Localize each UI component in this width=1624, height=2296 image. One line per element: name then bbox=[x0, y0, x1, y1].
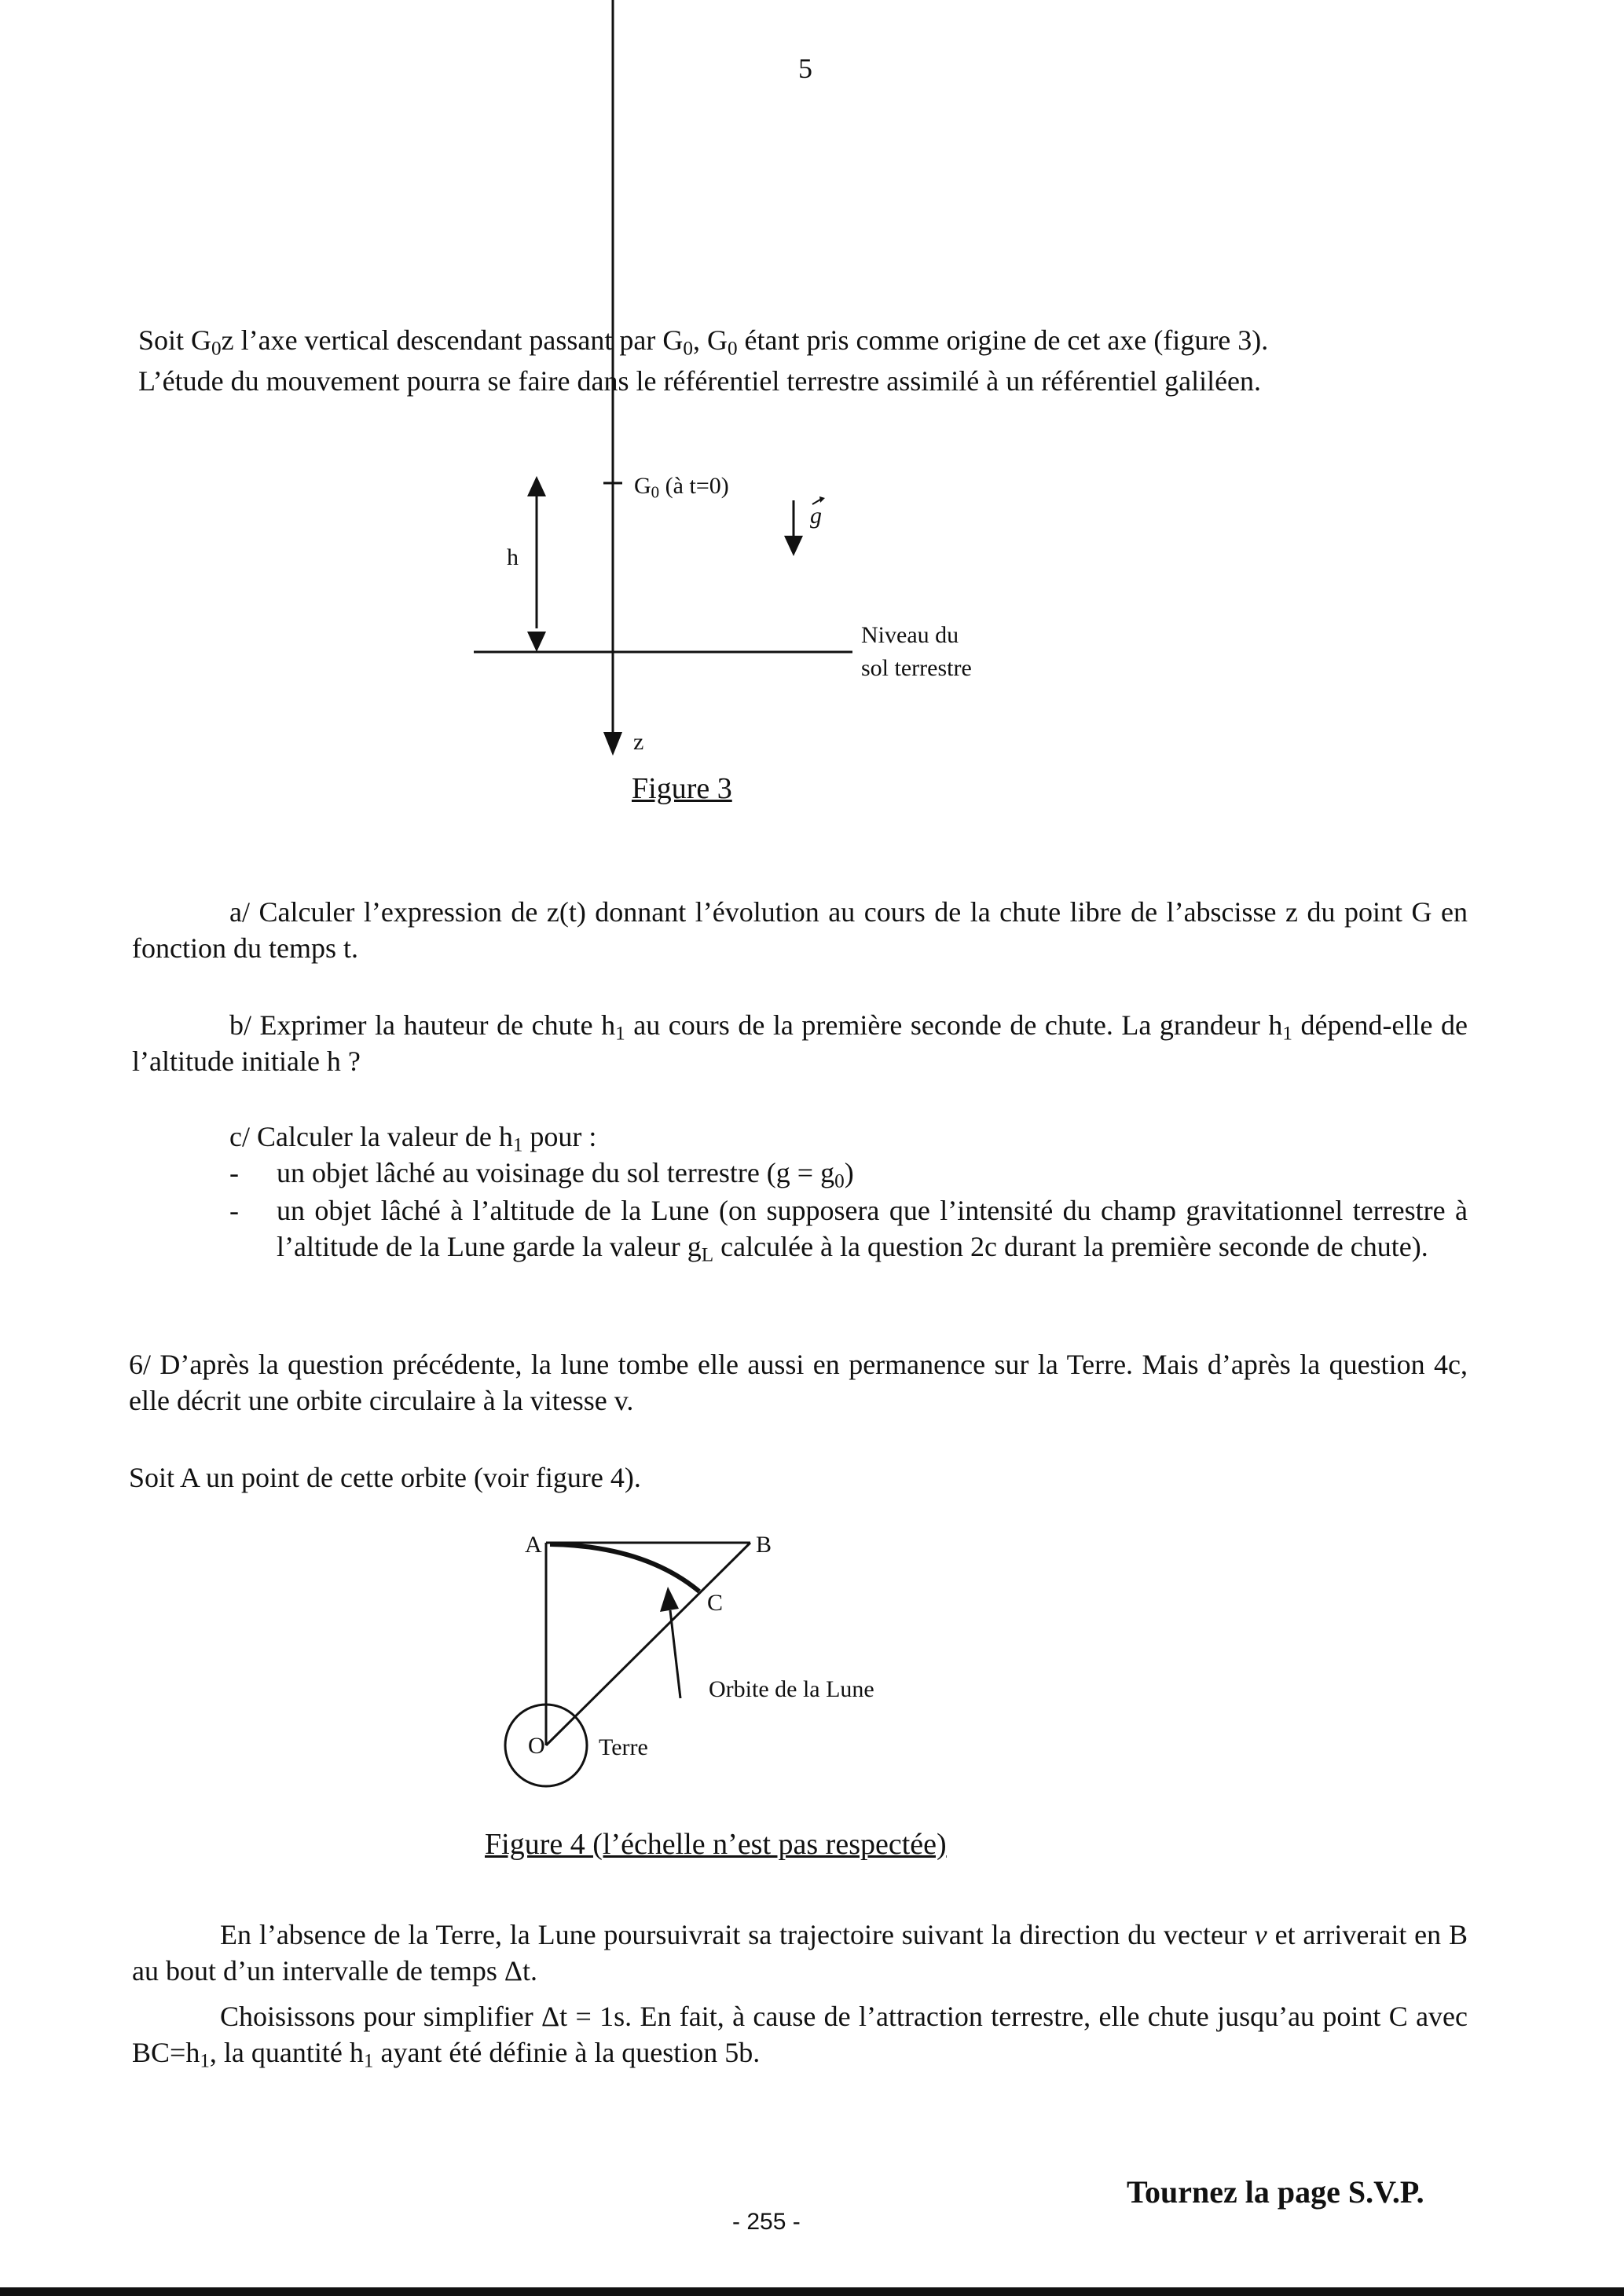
orbit-pointer-head bbox=[660, 1587, 679, 1612]
g-vector-label: g bbox=[810, 503, 822, 529]
closing-paragraph-1: En l’absence de la Terre, la Lune poursuivrait sa trajectoire suivant la direction du vecteur v et arriverait en B au bout d’un intervalle de temps Δt. bbox=[132, 1919, 1468, 1987]
question-c-intro: c/ Calculer la valeur de $h_1$ pour : bbox=[229, 1121, 597, 1156]
ground-label-line-1: Niveau du bbox=[861, 622, 959, 648]
question-6-point-a: Soit A un point de cette orbite (voir figure 4). bbox=[129, 1462, 641, 1493]
intro-line-2: L’étude du mouvement pourra se faire dans le référentiel terrestre assimilé à un référentiel galiléen. bbox=[138, 365, 1262, 397]
question-b: b/ Exprimer la hauteur de chute $h_1$ au cours de la première seconde de chute. La grandeur $h_1$ dépend-elle de l’altitude initiale h ? bbox=[132, 1009, 1468, 1077]
footer-page-number: - 255 - bbox=[732, 2209, 801, 2235]
question-a: a/ Calculer l’expression de z(t) donnant l’évolution au cours de la chute libre de l’abscisse z du point G en fonction du temps t. bbox=[132, 896, 1468, 964]
ground-label-line-2: sol terrestre bbox=[861, 655, 972, 681]
orbit-pointer-line bbox=[670, 1610, 680, 1698]
figure-3-caption: Figure 3 bbox=[632, 772, 732, 805]
page-number: 5 bbox=[798, 53, 812, 84]
z-label: z bbox=[633, 729, 644, 755]
turn-page-note: Tournez la page S.V.P. bbox=[1127, 2174, 1424, 2210]
closing-paragraph-2: Choisissons pour simplifier Δt = 1s. En fait, à cause de l’attraction terrestre, elle chute jusqu’au point C avec $BC=h_1$, la quantité $h_1$ ayant été définie à la question 5b. bbox=[132, 2001, 1468, 2072]
label-b: B bbox=[756, 1532, 772, 1558]
earth-label: Terre bbox=[599, 1734, 648, 1760]
intro-line-1: Soit $G_0z$ l’axe vertical descendant passant par $G_0$, $G_0$ étant pris comme origine de cet axe (figure 3). bbox=[138, 324, 1269, 360]
orbit-label: Orbite de la Lune bbox=[709, 1676, 874, 1702]
figure-4-caption: Figure 4 (l’échelle n’est pas respectée) bbox=[485, 1828, 947, 1861]
label-a: A bbox=[525, 1532, 542, 1558]
segment-ob bbox=[546, 1543, 750, 1745]
orbit-arc bbox=[550, 1544, 699, 1591]
question-6: 6/ D’après la question précédente, la lune tombe elle aussi en permanence sur la Terre. Mais d’après la question 4c, elle décrit une orbite circulaire à la vitesse v. bbox=[129, 1349, 1468, 1416]
label-o: O bbox=[528, 1733, 545, 1759]
page-bottom-edge bbox=[0, 2287, 1624, 2296]
label-c: C bbox=[707, 1590, 724, 1616]
g0-label: $G_0$ (à t=0) bbox=[634, 473, 729, 502]
h-label: h bbox=[507, 544, 519, 570]
